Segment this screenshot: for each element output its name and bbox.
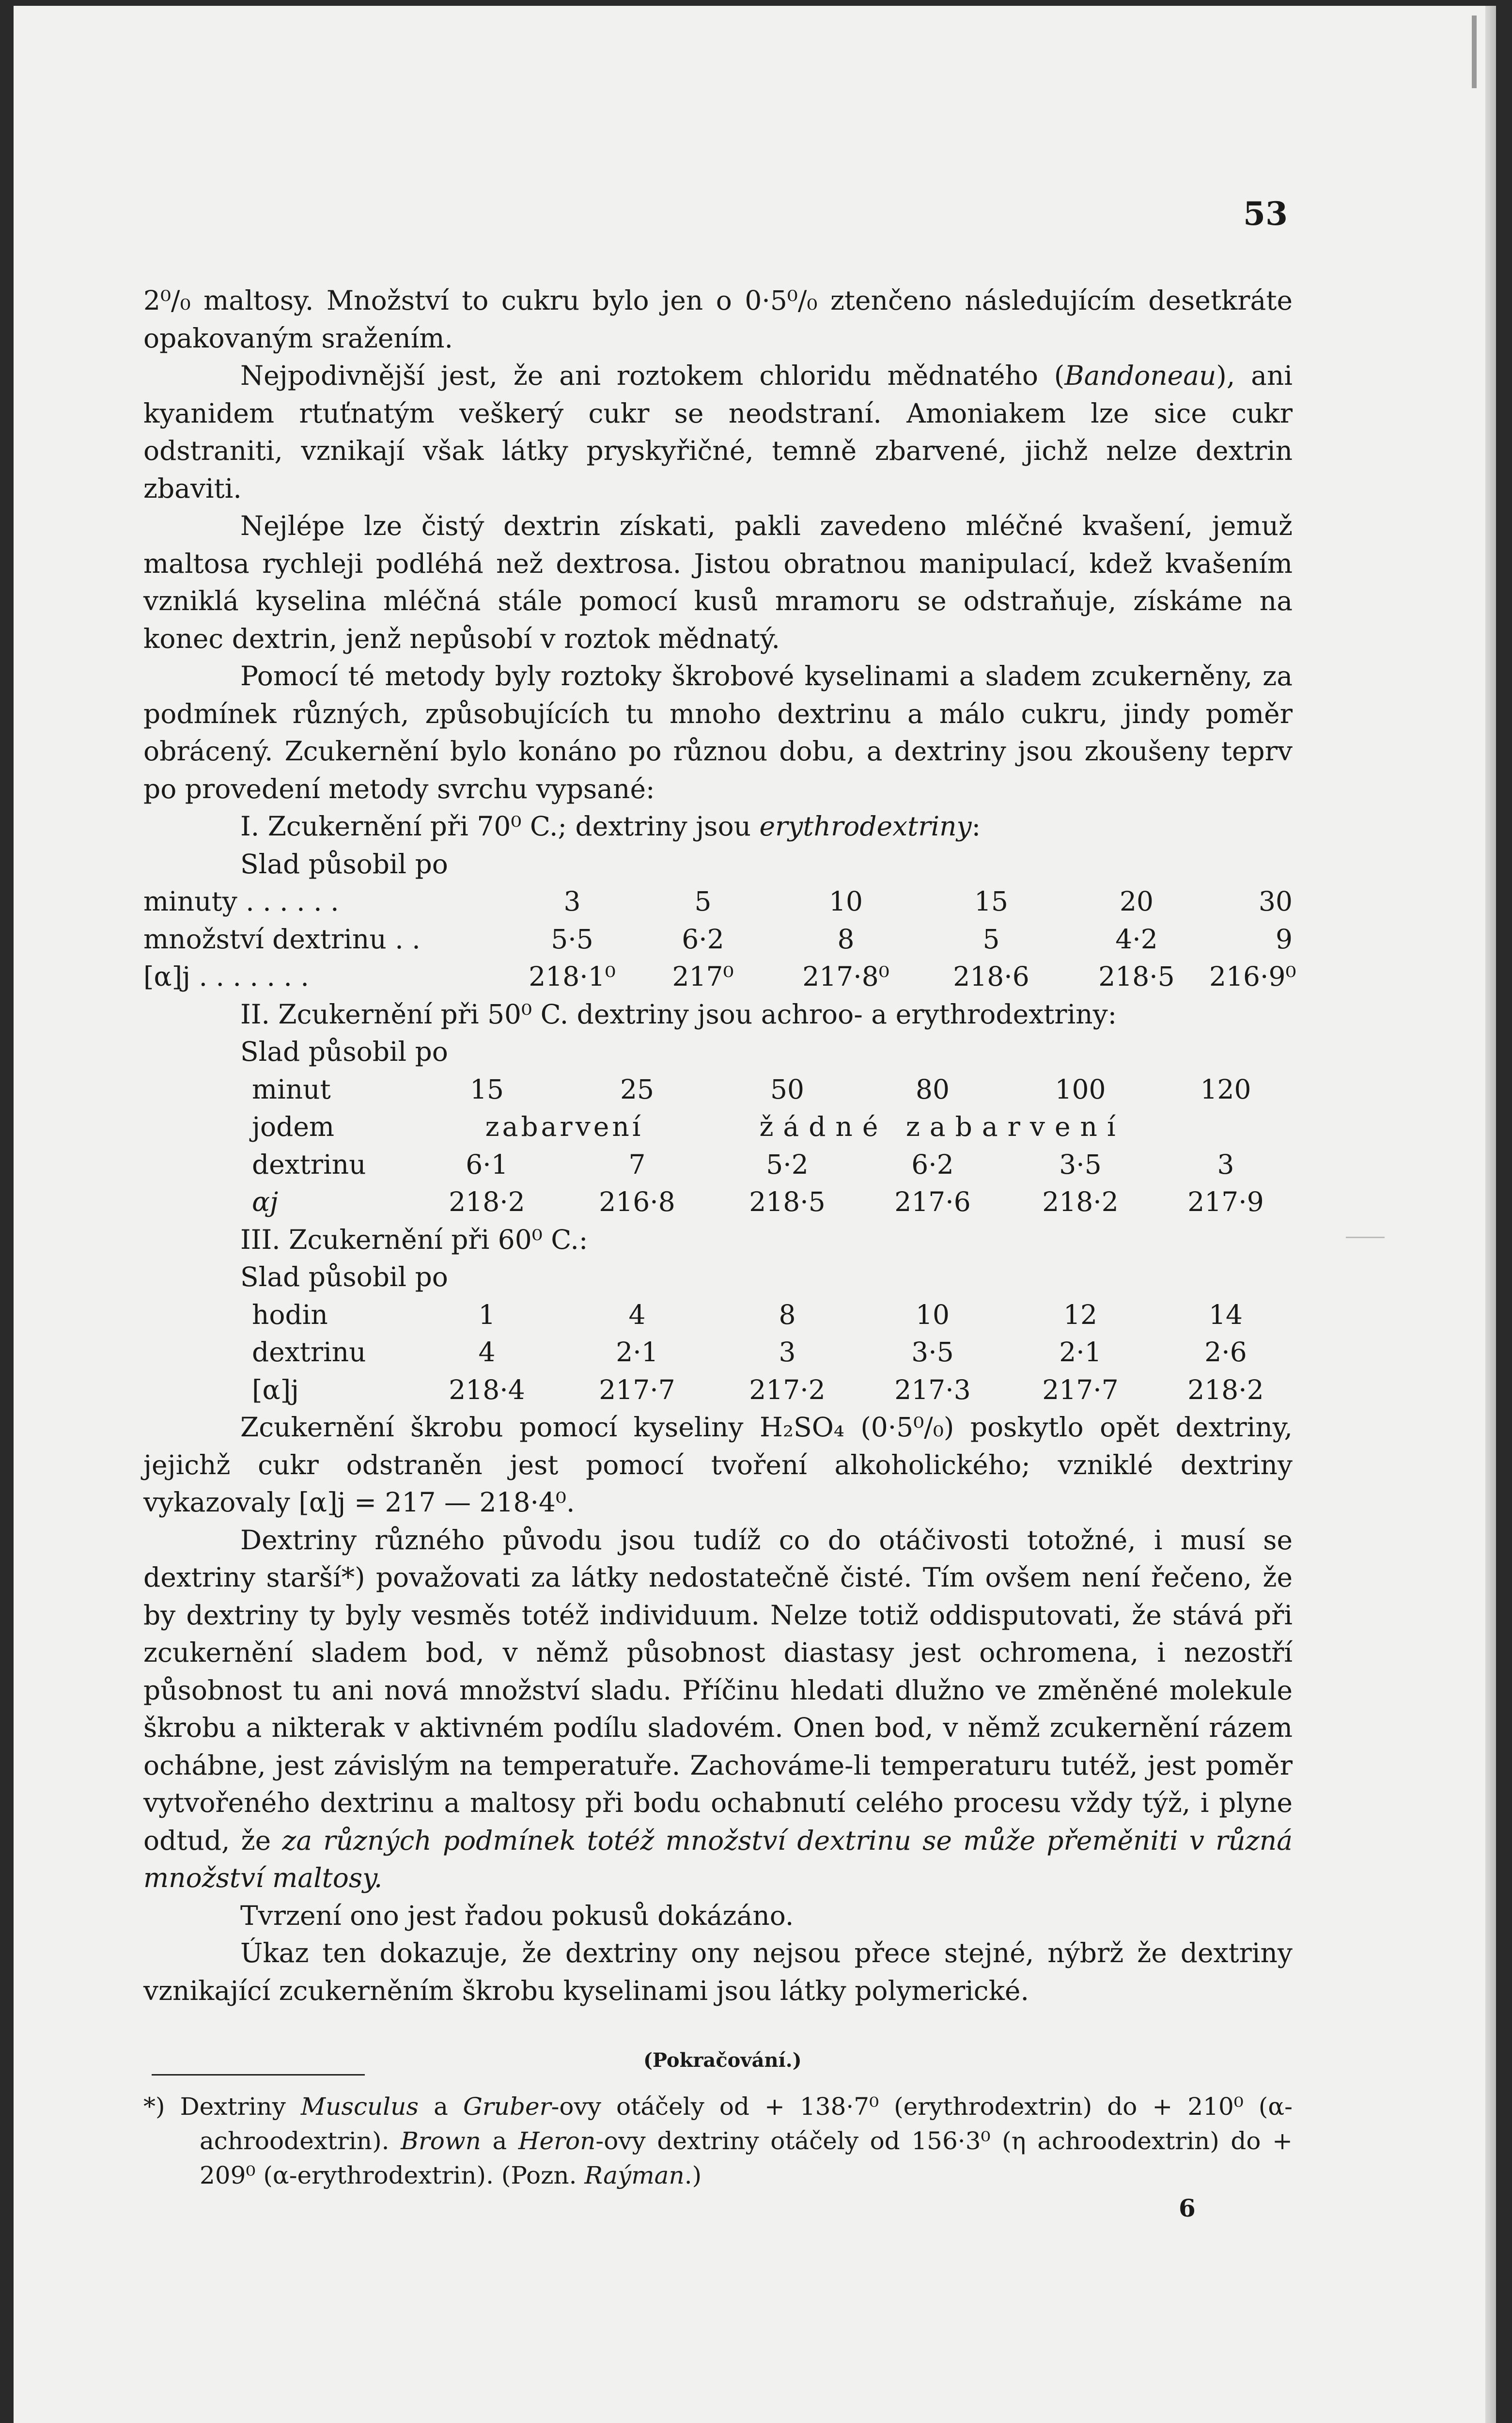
paragraph-1: 2⁰/₀ maltosy. Množství to cukru bylo jen o 0·5⁰/₀ ztenčeno následujícím desetkráte opakovaným sražením. <box>143 285 1293 354</box>
section-2-subheading: Slad působil po <box>240 1036 448 1067</box>
page-number: 53 <box>1243 195 1288 233</box>
section-3-table <box>143 1296 1293 1409</box>
paragraph-4: Pomocí té metody byly roztoky škrobové kyselinami a sladem zcukerněny, za podmínek různých, způsobujících tu mnoho dextrinu a málo cukru, jindy poměr obrácený. Zcukernění bylo konáno po různou dobu, a dextriny jsou zkoušeny teprv po provedení metody svrchu vypsané: <box>143 661 1293 804</box>
table-row-jodem: jodem zabarvení žádné zabarvení <box>252 1111 1125 1142</box>
table-row: [α]j 218·4 217·7 217·2 217·3 217·7 218·2 <box>252 1374 1264 1405</box>
footnote-text: *) Dextriny Musculus a Gruber-ovy otáčely od + 138·7⁰ (erythrodextrin) do + 210⁰ (α-achroodextrin). Brown a Heron-ovy dextriny otáčely od 156·3⁰ (η achroodextrin) do + 209⁰ (α-erythrodextrin). (Pozn. Raýman.) <box>143 2093 1293 2189</box>
continued-note: (Pokračování.) <box>643 2049 802 2072</box>
section-1-subheading: Slad působil po <box>240 848 448 880</box>
paragraph-5: Zcukernění škrobu pomocí kyseliny H₂SO₄ (0·5⁰/₀) poskytlo opět dextriny, jejichž cukr odstraněn jest pomocí tvoření alkoholického; vzniklé dextriny vykazovaly [α]j = 217 — 218·4⁰. <box>143 1412 1293 1518</box>
section-2-heading: II. Zcukernění při 50⁰ C. dextriny jsou achroo- a erythrodextriny: <box>240 998 1117 1030</box>
paragraph-8: Úkaz ten dokazuje, že dextriny ony nejsou přece stejné, nýbrž že dextriny vznikající zcukerněním škrobu kyselinami jsou látky polymerické. <box>143 1937 1293 2006</box>
table-row: dextrinu 4 2·1 3 3·5 2·1 2·6 <box>252 1337 1247 1368</box>
sheet-signature-mark: 6 <box>1179 2194 1196 2222</box>
section-2-table <box>143 1071 1293 1221</box>
page-sheet <box>14 6 1496 2423</box>
footnote <box>143 2090 1293 2193</box>
section-3-heading: III. Zcukernění při 60⁰ C.: <box>240 1224 588 1255</box>
footnote-rule <box>152 2074 365 2076</box>
section-1-table <box>143 883 1296 996</box>
main-text <box>143 282 1296 2010</box>
section-1-heading: I. Zcukernění při 70⁰ C.; dextriny jsou erythrodextriny: <box>240 811 981 842</box>
table-row: αj 218·2 216·8 218·5 217·6 218·2 217·9 <box>252 1186 1264 1217</box>
table-row: [α]j . . . . . . . 218·1⁰ 217⁰ 217·8⁰ 218·6 218·5 216·9⁰ <box>143 961 1296 992</box>
paragraph-6: Dextriny různého původu jsou tudíž co do otáčivosti totožné, i musí se dextriny starší*) považovati za látky nedostatečně čisté. Tím ovšem není řečeno, že by dextriny ty byly vesměs totéž individuum. Nelze totiž oddisputovati, že stává při zcukernění sladem bod, v němž působnost diastasy jest ochromena, i nezostří působnost tu ani nová množství sladu. Příčinu hledati dlužno ve změněné molekule škrobu a nikterak v aktivném podílu sladovém. Onen bod, v němž zcukernění rázem ochábne, jest závislým na temperatuře. Zachováme-li temperaturu tutéž, jest poměr vytvořeného dextrinu a maltosy při bodu ochabnutí celého procesu vždy týž, i plyne odtud, že za různých podmínek totéž množství dextrinu se může přeměniti v různá množství maltosy. <box>143 1524 1293 1893</box>
table-row: minut 15 25 50 80 100 120 <box>252 1073 1251 1105</box>
table-row: dextrinu 6·1 7 5·2 6·2 3·5 3 <box>252 1149 1234 1180</box>
margin-dash <box>1346 1237 1385 1238</box>
page-edge-shadow <box>1485 6 1496 2423</box>
table-row: hodin 1 4 8 10 12 14 <box>252 1299 1243 1330</box>
paragraph-7: Tvrzení ono jest řadou pokusů dokázáno. <box>240 1900 794 1931</box>
paragraph-3: Nejlépe lze čistý dextrin získati, pakli zavedeno mléčné kvašení, jemuž maltosa rychleji podléhá než dextrosa. Jistou obratnou manipulací, kdež kvašením vzniklá kyselina mléčná stále pomocí kusů mramoru se odstraňuje, získáme na konec dextrin, jenž nepůsobí v roztok mědnatý. <box>143 510 1293 654</box>
section-3-subheading: Slad působil po <box>240 1261 448 1292</box>
table-row: množství dextrinu . . 5·5 6·2 8 5 4·2 9 <box>143 923 1293 955</box>
table-row: minuty . . . . . . 3 5 10 15 20 30 <box>143 886 1293 917</box>
binding-mark <box>1472 16 1477 88</box>
paragraph-2: Nejpodivnější jest, že ani roztokem chloridu mědnatého (Bandoneau), ani kyanidem rtuťnatým veškerý cukr se neodstraní. Amoniakem lze sice cukr odstraniti, vznikají však látky pryskyřičné, temně zbarvené, jichž nelze dextrin zbaviti. <box>143 360 1293 504</box>
